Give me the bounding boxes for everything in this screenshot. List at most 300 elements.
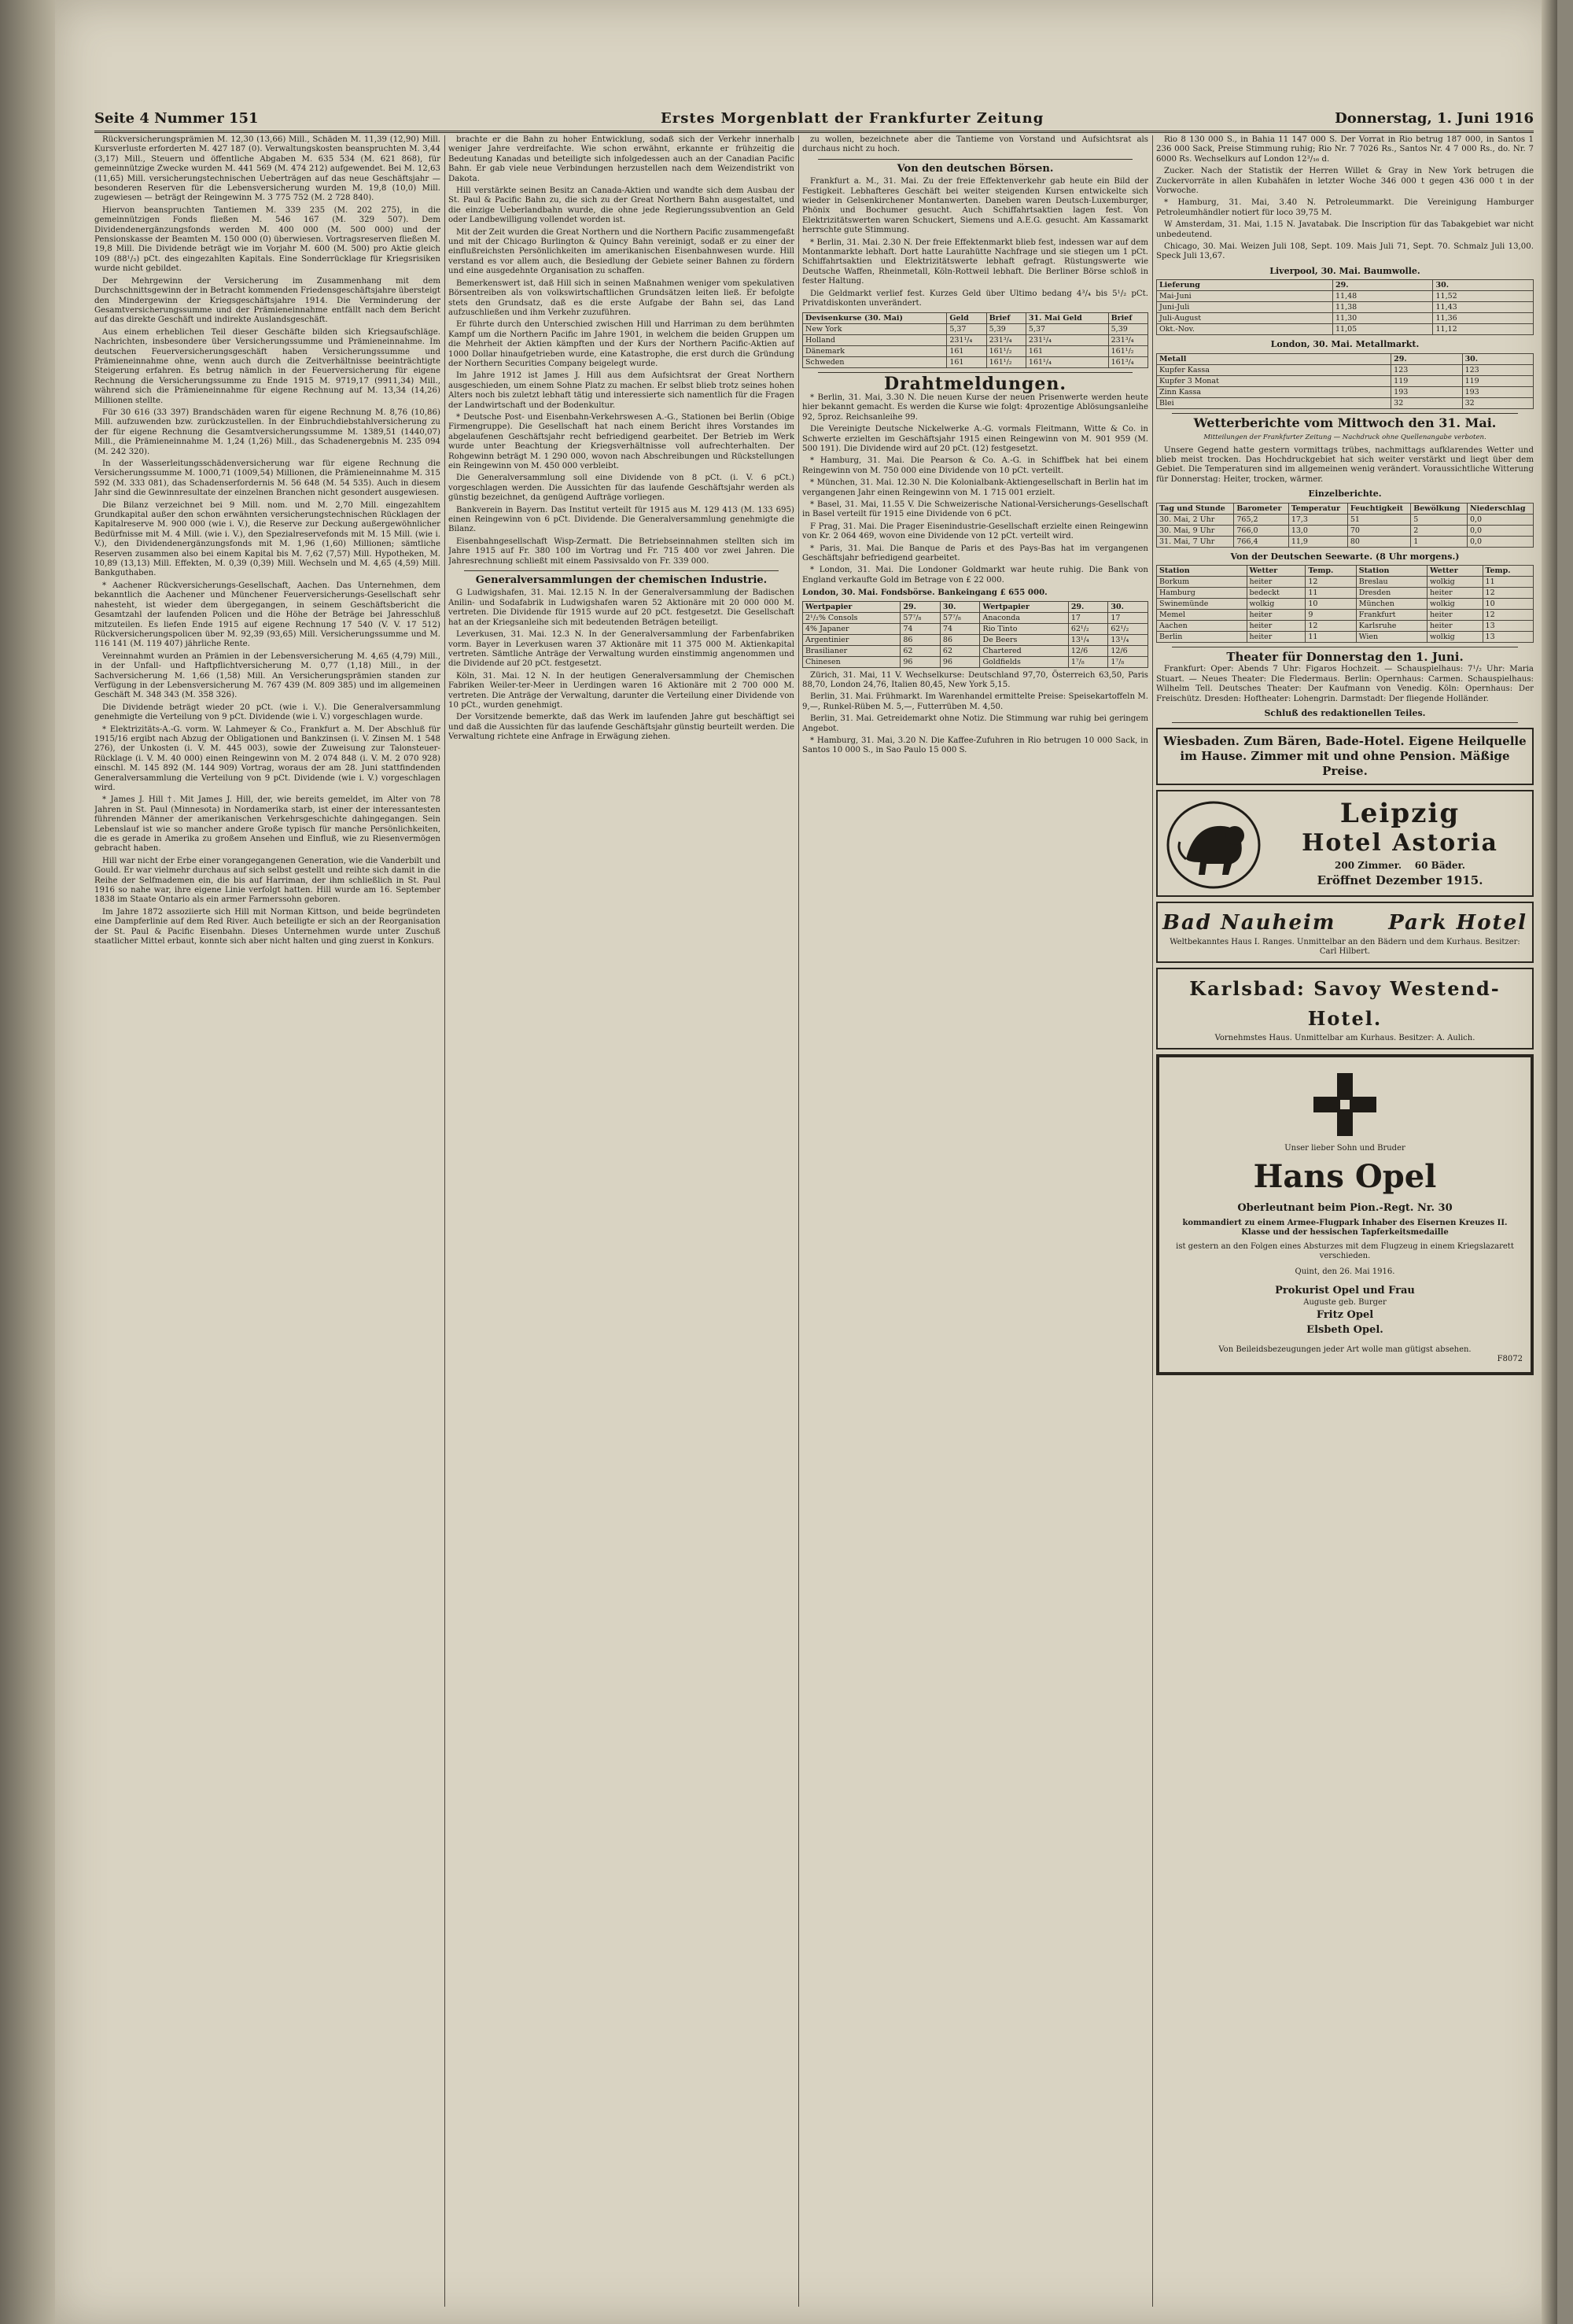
table-cell: 86 xyxy=(901,634,941,645)
obit-closing: Von Beileidsbezeugungen jeder Art wolle man gütigst absehen. xyxy=(1218,1345,1472,1355)
table-row xyxy=(803,612,1148,623)
ad-opened: Eröffnet Dezember 1915. xyxy=(1317,873,1483,888)
table-cell: 57⁷/₈ xyxy=(940,612,980,623)
table-cell: 32 xyxy=(1391,397,1462,408)
table-cell: heiter xyxy=(1247,631,1306,642)
article-paragraph: brachte er die Bahn zu hoher Entwicklung, sodaß sich der Verkehr innerhalb weniger Jahre verdreifachte. Wie schon erwähnt, erkannte er frühzeitig die Bedeutung Kanadas und beteiligte sich infolgedessen auch an der Canadian Pacific Bahn. Er gab viele neue Verbindungen herzustellen nach dem Weizendistrikt von Dakota. xyxy=(448,135,794,183)
table-cell: Wien xyxy=(1356,631,1427,642)
table-row xyxy=(1157,375,1534,386)
table-cell: Schweden xyxy=(803,356,947,367)
table-header-row xyxy=(803,312,1148,323)
obit-text: ist gestern an den Folgen eines Absturzes mit dem Flugzeug in einem Kriegslazarett verschieden. xyxy=(1176,1242,1514,1261)
table-header: Wetter xyxy=(1247,565,1306,576)
table-cell: 62¹/₂ xyxy=(1108,623,1148,634)
table-cell: Karlsruhe xyxy=(1356,620,1427,631)
table-header: Feuchtigkeit xyxy=(1347,503,1410,514)
table-cell: 51 xyxy=(1347,514,1410,525)
table-row xyxy=(803,656,1148,667)
ad-karlsbad-detail: Vornehmstes Haus. Unmittelbar am Kurhaus. Besitzer: A. Aulich. xyxy=(1214,1034,1475,1043)
article-paragraph: Vereinnahmt wurden an Prämien in der Lebensversicherung M. 4,65 (4,79) Mill., in der Unfall- und Haftpflichtversicherung M. 0,77 (1,18) Mill., in der Sachversicherung M. 1,66 (1,58) Mill. An Versicherungsprämien standen zur Verfügung in der Lebensversicherung M. 767 439 (M. 809 385) und im allgemeinen Geschäft M. 348 343 (M. 358 326). xyxy=(94,651,440,700)
table-cell: 62¹/₂ xyxy=(1068,623,1108,634)
table-cell: 13,0 xyxy=(1288,525,1347,536)
table-cell: wolkig xyxy=(1427,576,1483,587)
table-row xyxy=(803,334,1148,345)
table-cell: Juni-Juli xyxy=(1157,302,1333,313)
table-row xyxy=(803,323,1148,334)
page-number: Seite 4 Nummer 151 xyxy=(94,110,259,127)
table-cell: Blei xyxy=(1157,397,1391,408)
ad-baths: 60 Bäder. xyxy=(1414,860,1465,872)
article-paragraph: * Hamburg, 31. Mai, 3.20 N. Die Kaffee-Zufuhren in Rio betrugen 10 000 Sack, in Santos 10 000 S., in Sao Paulo 15 000 S. xyxy=(802,736,1148,755)
table-cell: 1⁷/₈ xyxy=(1108,656,1148,667)
table-cell: heiter xyxy=(1427,620,1483,631)
article-paragraph: * Berlin, 31. Mai. 2.30 N. Der freie Effektenmarkt blieb fest, indessen war auf dem Montanmarkte lebhaft. Dort hatte Laurahütte Nachfrage und sie stiegen um 1 pCt. Schiffahrtsaktien und Elektrizitätswerte lebhaft gefragt. Rüstungswerte wie Deutsche Waffen, Rheinmetall, Köln-Rottweil lebhaft. Die Berliner Börse schloß in fester Haltung. xyxy=(802,238,1148,286)
table-cell: Kupfer 3 Monat xyxy=(1157,375,1391,386)
weather-table xyxy=(1156,503,1534,548)
table-cell: 11,52 xyxy=(1433,291,1534,302)
table-cell: 5,37 xyxy=(1026,323,1108,334)
table-title: Von der Deutschen Seewarte. (8 Uhr morgens.) xyxy=(1230,551,1460,562)
exchange-rates-table xyxy=(802,312,1148,368)
section-heading: Wetterberichte vom Mittwoch den 31. Mai. xyxy=(1193,415,1497,430)
editorial-end-note: Schluß des redaktionellen Teiles. xyxy=(1264,707,1426,718)
table-row xyxy=(1157,291,1534,302)
article-paragraph: W Amsterdam, 31. Mai, 1.15 N. Javatabak. Die Inscription für das Tabakgebiet war nicht unbedeutend. xyxy=(1156,220,1534,239)
article-paragraph: Im Jahre 1912 ist James J. Hill aus dem Aufsichtsrat der Great Northern ausgeschieden, um einem Sohne Platz zu machen. Er selbst blieb trotz seines hohen Alters noch bis zuletzt lebhaft tätig und interessierte sich namentlich für die Fragen der Landwirtschaft und der Bodenkultur. xyxy=(448,371,794,410)
section-heading: Theater für Donnerstag den 1. Juni. xyxy=(1226,649,1464,664)
table-header: 29. xyxy=(1068,601,1108,612)
table-header-row xyxy=(1157,280,1534,291)
article-paragraph: Frankfurt a. M., 31. Mai. Zu der freie Effektenverkehr gab heute ein Bild der Festigkeit. Lebhafteres Geschäft bei weiter steigenden Kursen entwickelte sich wieder in Gelsenkirchener Montanwerten. Daneben waren Deutsch-Luxemburger, Phönix und Bochumer gesucht. Auch Schiffahrtsaktien lagen fest. Von Elektrizitätswerten waren Schuckert, Siemens und A.E.G. gesucht. Am Kassamarkt herrschte gute Stimmung. xyxy=(802,177,1148,235)
table-cell: Brasilianer xyxy=(803,645,901,656)
article-paragraph: Berlin, 31. Mai. Frühmarkt. Im Warenhandel ermittelte Preise: Speisekartoffeln M. 9,—, Runkel-Rüben M. 5,—, Futterrüben M. 4,50. xyxy=(802,692,1148,711)
table-cell: 13¹/₄ xyxy=(1108,634,1148,645)
table-cell: 13 xyxy=(1483,631,1533,642)
column-1 xyxy=(94,135,440,2307)
article-paragraph: Bemerkenswert ist, daß Hill sich in seinen Maßnahmen weniger vom spekulativen Börsentreiben als von volkswirtschaftlichen Grundsätzen leiten ließ. Er befolgte stets den Grundsatz, daß es die erste Aufgabe der Bahn sei, das Land aufzuschließen und ihm Verkehr zuzuführen. xyxy=(448,279,794,317)
table-header: Tag und Stunde xyxy=(1157,503,1234,514)
table-cell: 5,37 xyxy=(947,323,986,334)
table-header: Brief xyxy=(986,312,1026,323)
table-row xyxy=(803,634,1148,645)
table-cell: 5,39 xyxy=(1108,323,1148,334)
table-cell: 17 xyxy=(1068,612,1108,623)
table-cell: bedeckt xyxy=(1247,587,1306,598)
issue-date: Donnerstag, 1. Juni 1916 xyxy=(1335,110,1534,127)
table-cell: 12 xyxy=(1483,587,1533,598)
article-paragraph: * Hamburg, 31. Mai, 3.40 N. Petroleummarkt. Die Vereinigung Hamburger Petroleumhändler notiert für loco 39,75 M. xyxy=(1156,198,1534,217)
table-cell: 4% Japaner xyxy=(803,623,901,634)
table-cell: 119 xyxy=(1391,375,1462,386)
table-cell: 1 xyxy=(1411,536,1468,547)
table-row xyxy=(1157,313,1534,324)
article-paragraph: Zürich, 31. Mai, 11 V. Wechselkurse: Deutschland 97,70, Österreich 63,50, Paris 88,70, London 24,76, Italien 80,45, New York 5,15. xyxy=(802,670,1148,690)
table-cell: 80 xyxy=(1347,536,1410,547)
obit-name: Hans Opel xyxy=(1253,1158,1437,1196)
article-paragraph: Zucker. Nach der Statistik der Herren Willet & Gray in New York betrugen die Zuckervorräte in allen Kubahäfen in letzter Woche 346 000 t gegen 436 000 t in der Vorwoche. xyxy=(1156,167,1534,196)
article-paragraph: * München, 31. Mai. 12.30 N. Die Kolonialbank-Aktiengesellschaft in Berlin hat im vergangenen Jahr einen Reingewinn von M. 1 715 001 erzielt. xyxy=(802,478,1148,497)
table-header-row xyxy=(1157,565,1534,576)
column-rule xyxy=(444,135,445,2307)
article-paragraph: Er führte durch den Unterschied zwischen Hill und Harriman zu dem berühmten Kampf um die Northern Pacific im Jahre 1901, in welchem die beiden Gruppen um die Mehrheit der Aktien kämpften und der Kurs der Northern Pacific-Aktien auf 1000 Dollar hinaufgetrieben wurde, eine Katastrophe, die erst durch die Gründung der Northern Securities Company beigelegt wurde. xyxy=(448,320,794,368)
table-header-row xyxy=(803,601,1148,612)
article-paragraph: Die Vereinigte Deutsche Nickelwerke A.-G. vormals Fleitmann, Witte & Co. in Schwerte erzielten im Geschäftsjahr 1915 einen Reingewinn von M. 901 959 (M. 500 191). Die Dividende wird auf 20 pCt. (12) festgesetzt. xyxy=(802,425,1148,453)
article-paragraph: G Ludwigshafen, 31. Mai. 12.15 N. In der Generalversammlung der Badischen Anilin- und Sodafabrik in Ludwigshafen waren 52 Aktionäre mit 20 000 000 M. vertreten. Die Dividende für 1915 wurde auf 20 pCt. festgesetzt. Die Gesellschaft hat an der Kriegsanleihe sich mit bedeutenden Beträgen beteiligt. xyxy=(448,588,794,627)
article-paragraph: * Elektrizitäts-A.-G. vorm. W. Lahmeyer & Co., Frankfurt a. M. Der Abschluß für 1915/16 ergibt nach Abzug der Obligationen und Bankzinsen (i. V. Zinsen M. 1 548 276), der Unkosten (i. V. M. 445 003), sowie der Zuweisung zur Talonsteuer-Rücklage (i. V. M. 40 000) einen Reingewinn von M. 2 074 848 (i. V. M. 2 070 928) einschl. M. 145 892 (M. 144 909) Vortrag, woraus der am 28. Juni stattfindenden Generalversammlung die Verteilung von 9 pCt. Dividende (wie i. V.) vorgeschlagen wird. xyxy=(94,725,440,792)
table-cell: heiter xyxy=(1247,620,1306,631)
table-header: Barometer xyxy=(1234,503,1288,514)
column-3 xyxy=(802,135,1148,2307)
obit-signature: Elsbeth Opel. xyxy=(1306,1324,1383,1337)
article-paragraph: Köln, 31. Mai. 12 N. In der heutigen Generalversammlung der Chemischen Fabriken Weiler-ter-Meer in Uerdingen waren 16 Aktionäre mit 2 700 000 M. vertreten. Die Anträge der Verwaltung, darunter die Verteilung einer Dividende von 10 pCt., wurden genehmigt. xyxy=(448,671,794,710)
table-cell: 62 xyxy=(940,645,980,656)
article-paragraph: Chicago, 30. Mai. Weizen Juli 108, Sept. 109. Mais Juli 71, Sept. 70. Schmalz Juli 13,00. Speck Juli 13,67. xyxy=(1156,242,1534,261)
article-paragraph: * James J. Hill †. Mit James J. Hill, der, wie bereits gemeldet, im Alter von 78 Jahren in St. Paul (Minnesota) in Nordamerika starb, ist einer der interessantesten führenden Männer der amerikanischen Verkehrsgeschichte dahingegangen. Sein Lebenslauf ist wie so mancher andere Große typisch für manche Persönlichkeiten, die es gerade in Amerika zu großem Ansehen und Einfluß, wie zu Riesenvermögen gebracht haben. xyxy=(94,795,440,854)
table-cell: 11 xyxy=(1483,576,1533,587)
table-header: Wetter xyxy=(1427,565,1483,576)
ad-code: F8072 xyxy=(1497,1355,1523,1364)
table-cell: 57⁷/₈ xyxy=(901,612,941,623)
article-paragraph: Mit der Zeit wurden die Great Northern und die Northern Pacific zusammengefaßt und mit der Chicago Burlington & Quincy Bahn vereinigt, sodaß er zu einer der einflußreichsten Persönlichkeiten im amerikanischen Eisenbahnwesen wurde. Hill verstand es vor allem auch, die Besiedlung der Gebiete seiner Bahnen zu fördern und eine ausgedehnte Organisation zu schaffen. xyxy=(448,227,794,276)
article-paragraph: Frankfurt: Oper: Abends 7 Uhr: Figaros Hochzeit. — Schauspielhaus: 7¹/₂ Uhr: Maria Stuart. — Neues Theater: Die Fledermaus. Berlin: Opernhaus: Carmen. Schauspielhaus: Wilhelm Tell. Deutsches Theater: Der Kaufmann von Venedig. Köln: Opernhaus: Der Freischütz. Dresden: Hoftheater: Lohengrin. Darmstadt: Der fliegende Holländer. xyxy=(1156,665,1534,703)
table-cell: 10 xyxy=(1483,598,1533,609)
london-stock-table xyxy=(802,601,1148,668)
table-row xyxy=(1157,324,1534,335)
column-2 xyxy=(448,135,794,2307)
table-cell: 30. Mai, 9 Uhr xyxy=(1157,525,1234,536)
table-cell: 161¹/₂ xyxy=(1108,345,1148,356)
article-paragraph: Hiervon beanspruchten Tantiemen M. 339 235 (M. 202 275), in die gemeinnützigen Fonds fließen M. 546 167 (M. 329 507). Dem Dividendenergänzungsfonds werden M. 400 000 (M. 500 000) und der Pensionskasse der Beamten M. 150 000 (0) überwiesen. Vortragsreserven fließen M. 19,8 Mill. Die Dividende beträgt wie im Vorjahr M. 600 (M. 500) pro Aktie gleich 109 (88¹/₃) pCt. des eingezahlten Kapitals. Eine Sonderrücklage für Kriegsrisiken wurde nicht gebildet. xyxy=(94,205,440,274)
table-cell: 11 xyxy=(1306,587,1356,598)
ad-rooms: 200 Zimmer. xyxy=(1335,860,1402,872)
table-cell: Frankfurt xyxy=(1356,609,1427,620)
table-cell: Memel xyxy=(1157,609,1247,620)
table-header: Lieferung xyxy=(1157,280,1333,291)
table-cell: 0,0 xyxy=(1467,525,1533,536)
table-cell: 193 xyxy=(1391,386,1462,397)
table-header: Wertpapier xyxy=(980,601,1068,612)
seewarte-table xyxy=(1156,565,1534,643)
table-cell: 5,39 xyxy=(986,323,1026,334)
section-divider xyxy=(818,159,1133,160)
table-cell: Chinesen xyxy=(803,656,901,667)
article-paragraph: Bankverein in Bayern. Das Institut verteilt für 1915 aus M. 129 413 (M. 133 695) einen Reingewinn von 6 pCt. Dividende. Die Generalversammlung genehmigte die Bilanz. xyxy=(448,505,794,534)
ad-nauheim-right: Park Hotel xyxy=(1388,911,1527,935)
table-cell: 0,0 xyxy=(1467,514,1533,525)
table-cell: 86 xyxy=(940,634,980,645)
table-row xyxy=(1157,514,1534,525)
table-cell: heiter xyxy=(1427,609,1483,620)
table-cell: Aachen xyxy=(1157,620,1247,631)
newspaper-page xyxy=(55,0,1557,2324)
ad-nauheim-left: Bad Nauheim xyxy=(1162,911,1336,935)
table-title: Einzelberichte. xyxy=(1308,489,1382,500)
table-header: 29. xyxy=(1391,353,1462,364)
table-row xyxy=(1157,598,1534,609)
section-heading: Generalversammlungen der chemischen Industrie. xyxy=(475,574,768,587)
table-cell: 11 xyxy=(1306,631,1356,642)
table-cell: 96 xyxy=(901,656,941,667)
section-subheading: Mitteilungen der Frankfurter Zeitung — Nachdruck ohne Quellenangabe verboten. xyxy=(1203,433,1486,442)
table-header: 29. xyxy=(901,601,941,612)
article-paragraph: * Paris, 31. Mai. Die Banque de Paris et des Pays-Bas hat im vergangenen Geschäftsjahr befriedigend gearbeitet. xyxy=(802,544,1148,563)
ad-bad-nauheim xyxy=(1156,902,1534,963)
table-header-row xyxy=(1157,503,1534,514)
table-cell: Argentinier xyxy=(803,634,901,645)
table-cell: 161³/₄ xyxy=(1108,356,1148,367)
article-paragraph: Aus einem erheblichen Teil dieser Geschäfte bilden sich Kriegsaufschläge. Nachrichten, insbesondere über Versicherungssumme und Prämieneinnahme. Im deutschen Feuerversicherungsgeschäft haben Versicherungssumme und Prämieneinnahme ohne, wenn auch durch die Zeitverhältnisse beeinträchtigte Steigerung erfahren. Es betrug nämlich in der Feuerversicherung für eigene Rechnung die Versicherungssumme zu Ende 1915 M. 9719,17 (9911,34) Mill., während sich die Prämieneinnahme für eigene Rechnung auf M. 13,34 (14,26) Millionen stellte. xyxy=(94,327,440,405)
table-cell: 12/6 xyxy=(1068,645,1108,656)
table-cell: heiter xyxy=(1247,576,1306,587)
table-row xyxy=(1157,587,1534,598)
table-row xyxy=(1157,302,1534,313)
table-header-row xyxy=(1157,353,1534,364)
article-paragraph: Hill war nicht der Erbe einer vorangegangenen Generation, wie die Vanderbilt und Gould. Er war vielmehr durchaus auf sich selbst gestellt und reihte sich damit in die Reihe der Selfmademen ein, die bis auf Harriman, der ihm schließlich in St. Paul 1916 so nahe war, ihre eigene Linie verfolgt hatten. Hill wurde am 16. September 1838 im Staate Ontario als ein armer Farmerssohn geboren. xyxy=(94,856,440,905)
obit-detail: kommandiert zu einem Armee-Flugpark Inhaber des Eisernen Kreuzes II. Klasse und der hessischen Tapferkeitsmedaille xyxy=(1182,1219,1508,1238)
ad-city: Leipzig xyxy=(1339,798,1461,830)
table-header: 29. xyxy=(1333,280,1433,291)
article-paragraph: F Prag, 31. Mai. Die Prager Eisenindustrie-Gesellschaft erzielte einen Reingewinn von Kr. 2 064 469, wovon eine Dividende von 12 pCt. verteilt wird. xyxy=(802,522,1148,541)
article-paragraph: Berlin, 31. Mai. Getreidemarkt ohne Notiz. Die Stimmung war ruhig bei geringem Angebot. xyxy=(802,714,1148,733)
table-cell: 12 xyxy=(1306,620,1356,631)
section-divider xyxy=(818,372,1133,373)
table-row xyxy=(1157,364,1534,375)
table-cell: Berlin xyxy=(1157,631,1247,642)
table-cell: 11,05 xyxy=(1333,324,1433,335)
table-cell: wolkig xyxy=(1427,598,1483,609)
table-cell: 765,2 xyxy=(1234,514,1288,525)
table-cell: Holland xyxy=(803,334,947,345)
table-cell: 62 xyxy=(901,645,941,656)
table-cell: 11,48 xyxy=(1333,291,1433,302)
section-divider xyxy=(1172,413,1518,414)
table-row xyxy=(1157,536,1534,547)
table-header: 30. xyxy=(1433,280,1534,291)
table-cell: 96 xyxy=(940,656,980,667)
binding-spine xyxy=(0,0,55,2324)
table-header: 30. xyxy=(1108,601,1148,612)
table-cell: 13¹/₄ xyxy=(1068,634,1108,645)
article-paragraph: Unsere Gegend hatte gestern vormittags trübes, nachmittags aufklarendes Wetter und blieb meist trocken. Das Hochdruckgebiet hat sich weiter verstärkt und liegt über dem Gebiet. Die Temperaturen sind im allgemeinen wenig verändert. Voraussichtliche Witterung für Donnerstag: Heiter, trocken, wärmer. xyxy=(1156,445,1534,484)
article-paragraph: zu wollen, bezeichnete aber die Tantieme von Vorstand und Aufsichtsrat als durchaus nicht zu hoch. xyxy=(802,135,1148,154)
article-paragraph: * London, 31. Mai. Die Londoner Goldmarkt war heute ruhig. Die Bank von England verkaufte Gold im Betrage von £ 22 000. xyxy=(802,566,1148,585)
table-cell: Zinn Kassa xyxy=(1157,386,1391,397)
table-cell: 74 xyxy=(901,623,941,634)
table-row xyxy=(1157,576,1534,587)
column-rule xyxy=(798,135,799,2307)
table-cell: wolkig xyxy=(1247,598,1306,609)
ad-leipzig-hotel-astoria xyxy=(1156,790,1534,897)
table-cell: 161¹/₂ xyxy=(986,345,1026,356)
table-cell: 0,0 xyxy=(1467,536,1533,547)
table-header: Station xyxy=(1157,565,1247,576)
article-paragraph: Die Generalversammlung soll eine Dividende von 8 pCt. (i. V. 6 pCt.) vorgeschlagen werden. Die Aussichten für das laufende Geschäftsjahr werden als günstig bezeichnet, da genügend Aufträge vorliegen. xyxy=(448,474,794,503)
table-header: Temp. xyxy=(1483,565,1533,576)
table-row xyxy=(1157,397,1534,408)
cotton-table xyxy=(1156,279,1534,335)
ad-nauheim-detail: Weltbekanntes Haus I. Ranges. Unmittelbar an den Bädern und dem Kurhaus. Besitzer: Carl Hilbert. xyxy=(1170,938,1520,957)
article-paragraph: Im Jahre 1872 assoziierte sich Hill mit Norman Kittson, und beide begründeten eine Dampferlinie auf dem Red River. Auch beteiligte er sich an der Reorganisation der St. Paul & Pacific Eisenbahn. Dieses Unternehmen wurde unter Zuschuß staatlicher Mittel erbaut, konnte sich aber nicht halten und ging zuerst in Konkurs. xyxy=(94,907,440,946)
table-cell: 5 xyxy=(1411,514,1468,525)
table-cell: 161 xyxy=(947,356,986,367)
table-cell: 11,43 xyxy=(1433,302,1534,313)
obituary-notice xyxy=(1156,1054,1534,1375)
table-cell: 17 xyxy=(1108,612,1148,623)
table-cell: Swinemünde xyxy=(1157,598,1247,609)
table-row xyxy=(803,645,1148,656)
lion-emblem-icon xyxy=(1162,796,1265,891)
table-header: 30. xyxy=(1462,353,1533,364)
table-cell: 766,4 xyxy=(1234,536,1288,547)
table-row xyxy=(1157,525,1534,536)
table-cell: 70 xyxy=(1347,525,1410,536)
table-header: Geld xyxy=(947,312,986,323)
table-cell: 231³/₄ xyxy=(986,334,1026,345)
table-row xyxy=(803,623,1148,634)
table-cell: 11,30 xyxy=(1333,313,1433,324)
table-cell: wolkig xyxy=(1427,631,1483,642)
article-paragraph: Der Vorsitzende bemerkte, daß das Werk im laufenden Jahre gut beschäftigt sei und daß die Aussichten für das laufende Geschäftsjahr günstig beurteilt werden. Die Verwaltung richtete eine Anfrage in Erwägung ziehen. xyxy=(448,713,794,742)
table-cell: De Beers xyxy=(980,634,1068,645)
obit-signature: Fritz Opel xyxy=(1316,1309,1374,1322)
table-cell: 31. Mai, 7 Uhr xyxy=(1157,536,1234,547)
section-heading: Drahtmeldungen. xyxy=(883,373,1067,394)
article-paragraph: Die Bilanz verzeichnet bei 9 Mill. nom. und M. 2,70 Mill. eingezahltem Grundkapital außer den schon erwähnten versicherungstechnischen Rücklagen der Kapitalreserve M. 900 000 (wie i. V.), die Reserve zur Deckung außergewöhnlicher Bedürfnisse mit M. 4 Mill. (wie i. V.), den Spezialreservefonds mit M. 15 Mill. (wie i. V.), den Dividendenergänzungsfonds mit M. 1,96 (1,60) Millionen; sämtliche Reserven zusammen also bei einem Kapital bis M. 7,62 (7,57) Mill. Hypotheken, M. 10,89 (13,13) Mill. Effekten, M. 0,39 (0,39) Mill. Wechseln und M. 4,65 (4,59) Mill. Bankguthaben. xyxy=(94,500,440,578)
table-cell: 11,12 xyxy=(1433,324,1534,335)
table-cell: Hamburg xyxy=(1157,587,1247,598)
newspaper-title: Erstes Morgenblatt der Frankfurter Zeitung xyxy=(661,110,1044,127)
table-cell: Goldfields xyxy=(980,656,1068,667)
section-divider xyxy=(464,570,779,571)
table-cell: Anaconda xyxy=(980,612,1068,623)
ad-wiesbaden xyxy=(1156,728,1534,785)
table-cell: 2¹/₂% Consols xyxy=(803,612,901,623)
table-cell: Okt.-Nov. xyxy=(1157,324,1333,335)
article-paragraph: * Basel, 31. Mai, 11.55 V. Die Schweizerische National-Versicherungs-Gesellschaft in Basel verteilt für 1915 eine Dividende von 6 pCt. xyxy=(802,500,1148,519)
obit-place-date: Quint, den 26. Mai 1916. xyxy=(1295,1267,1395,1277)
table-cell: Mai-Juni xyxy=(1157,291,1333,302)
obit-rank: Oberleutnant beim Pion.-Regt. Nr. 30 xyxy=(1237,1202,1453,1215)
table-cell: 12/6 xyxy=(1108,645,1148,656)
table-cell: 9 xyxy=(1306,609,1356,620)
article-paragraph: Rückversicherungsprämien M. 12,30 (13,66) Mill., Schäden M. 11,39 (12,90) Mill. Kursverluste erforderten M. 427 187 (0). Verwaltungskosten beanspruchten M. 3,44 (3,17) Mill., Steuern und öffentliche Abgaben M. 635 534 (M. 621 868), für gemeinnützige Zwecke wurden M. 441 569 (M. 474 212) aufgewendet. Bei M. 12,63 (11,65) Mill. versicherungstechnischen Ueberträgen auf das neue Geschäftsjahr — besonderen Reserven für die Lebensversicherung wurden M. 19,8 (10,0) Mill. zugewiesen — beträgt der Reingewinn M. 3 775 752 (M. 2 728 840). xyxy=(94,135,440,203)
table-cell: Juli-August xyxy=(1157,313,1333,324)
article-paragraph: Eisenbahngesellschaft Wisp-Zermatt. Die Betriebseinnahmen stellten sich im Jahre 1915 auf Fr. 380 100 im Vortrag und Fr. 715 400 vor zwei Jahren. Die Jahresrechnung schließt mit einem Passivsaldo von Fr. 339 000. xyxy=(448,537,794,566)
table-cell: 119 xyxy=(1462,375,1533,386)
ad-text: Wiesbaden. Zum Bären, Bade-Hotel. Eigene Heilquelle im Hause. Zimmer mit und ohne Pension. Mäßige Preise. xyxy=(1163,734,1527,779)
table-cell: 161¹/₄ xyxy=(1026,356,1108,367)
table-cell: 32 xyxy=(1462,397,1533,408)
table-cell: 12 xyxy=(1483,609,1533,620)
article-paragraph: Hill verstärkte seinen Besitz an Canada-Aktien und wandte sich dem Ausbau der St. Paul & Pacific Bahn zu, die sich zu der Great Northern Bahn ausgestaltet, und die einzige Ueberlandbahn wurde, die ohne jede Regierungssubvention an Geld oder Landbewilligung vollendet worden ist. xyxy=(448,186,794,225)
ad-karlsbad xyxy=(1156,968,1534,1049)
table-cell: 13 xyxy=(1483,620,1533,631)
table-cell: 123 xyxy=(1391,364,1462,375)
table-cell: heiter xyxy=(1247,609,1306,620)
obit-signature: Prokurist Opel und Frau xyxy=(1275,1285,1415,1297)
table-title: London, 30. Mai. Metallmarkt. xyxy=(1270,339,1420,350)
article-paragraph: * Berlin, 31. Mai, 3.30 N. Die neuen Kurse der neuen Prisenwerte werden heute hier bekannt gemacht. Es werden die Kurse wie folgt: 4prozentige Ablösungsanleihe 92, 5proz. Reichsanleihe 99. xyxy=(802,393,1148,422)
section-divider xyxy=(1172,722,1518,723)
section-heading: Von den deutschen Börsen. xyxy=(897,162,1054,175)
table-cell: Rio Tinto xyxy=(980,623,1068,634)
table-cell: 231¹/₄ xyxy=(947,334,986,345)
table-cell: 11,38 xyxy=(1333,302,1433,313)
table-header: 31. Mai Geld xyxy=(1026,312,1108,323)
table-header: Wertpapier xyxy=(803,601,901,612)
table-header: Niederschlag xyxy=(1467,503,1533,514)
table-header: Station xyxy=(1356,565,1427,576)
table-row xyxy=(1157,620,1534,631)
masthead xyxy=(94,110,1534,133)
table-header: Devisenkurse (30. Mai) xyxy=(803,312,947,323)
article-paragraph: Der Mehrgewinn der Versicherung im Zusammenhang mit dem Durchschnittsgewinn der in Betracht kommenden Friedensgeschäftsjahre übersteigt den Mindergewinn der Kriegsgeschäftsjahre 1914. Die Verminderung der Gesamtversicherungssumme und der Prämieneinnahme entfällt nach dem Bericht auf das direkte Geschäft und indirekte Auslandsgeschäft. xyxy=(94,276,440,325)
table-cell: 11,36 xyxy=(1433,313,1534,324)
ad-karlsbad-title: Karlsbad: Savoy Westend-Hotel. xyxy=(1189,977,1501,1031)
table-cell: New York xyxy=(803,323,947,334)
table-cell: Chartered xyxy=(980,645,1068,656)
obit-signature: Auguste geb. Burger xyxy=(1303,1298,1387,1308)
table-header: Bewölkung xyxy=(1411,503,1468,514)
table-cell: 74 xyxy=(940,623,980,634)
table-cell: Kupfer Kassa xyxy=(1157,364,1391,375)
article-paragraph: Die Dividende beträgt wieder 20 pCt. (wie i. V.). Die Generalversammlung genehmigte die Verteilung von 9 pCt. Dividende (wie i. V.) vorgeschlagen wurde. xyxy=(94,703,440,722)
obit-intro: Unser lieber Sohn und Bruder xyxy=(1284,1144,1405,1153)
table-cell: München xyxy=(1356,598,1427,609)
iron-cross-icon xyxy=(1313,1073,1376,1136)
table-cell: Breslau xyxy=(1356,576,1427,587)
table-header: Temperatur xyxy=(1288,503,1347,514)
article-paragraph: Leverkusen, 31. Mai. 12.3 N. In der Generalversammlung der Farbenfabriken vorm. Bayer in Leverkusen waren 37 Aktionäre mit 11 375 000 M. Aktienkapital vertreten. Sämtliche Anträge der Verwaltung wurden einstimmig angenommen und die Dividende auf 20 pCt. festgesetzt. xyxy=(448,630,794,669)
table-cell: 231¹/₄ xyxy=(1026,334,1108,345)
article-paragraph: Rio 8 130 000 S., in Bahia 11 147 000 S. Der Vorrat in Rio betrug 187 000, in Santos 1 236 000 Sack, Preise Stimmung ruhig; Rio Nr. 7 7026 Rs., Santos Nr. 4 7 000 Rs., do. Nr. 7 6000 Rs. Wechselkurs auf London 12³/₁₆ d. xyxy=(1156,135,1534,164)
column-rule xyxy=(1152,135,1153,2307)
table-row xyxy=(1157,631,1534,642)
table-title: Liverpool, 30. Mai. Baumwolle. xyxy=(1269,265,1420,276)
table-cell: 161 xyxy=(947,345,986,356)
table-cell: 11,9 xyxy=(1288,536,1347,547)
column-4 xyxy=(1156,135,1534,2307)
table-row xyxy=(803,345,1148,356)
table-cell: heiter xyxy=(1427,587,1483,598)
table-cell: 17,3 xyxy=(1288,514,1347,525)
ad-hotel-name: Hotel Astoria xyxy=(1302,829,1498,858)
table-header: Brief xyxy=(1108,312,1148,323)
table-row xyxy=(1157,609,1534,620)
table-cell: 161 xyxy=(1026,345,1108,356)
table-cell: 161¹/₂ xyxy=(986,356,1026,367)
table-title: London, 30. Mai. Fondsbörse. Bankeingang £ 655 000. xyxy=(802,588,1048,598)
metal-table xyxy=(1156,353,1534,409)
article-paragraph: * Hamburg, 31. Mai. Die Pearson & Co. A.-G. in Schiffbek hat bei einem Reingewinn von M. 750 000 eine Dividende von 10 pCt. verteilt. xyxy=(802,456,1148,475)
article-paragraph: * Aachener Rückversicherungs-Gesellschaft, Aachen. Das Unternehmen, dem bekanntlich die Aachener und Münchener Feuerversicherungs-Gesellschaft sehr nahesteht, ist wieder dem übergegangen, in seinem Geschäftsbericht die Gesamtzahl der laufenden Policen und die Höhe der Beträge bei Jahresschluß mitzuteilen. Es liefen Ende 1915 auf eigene Rechnung 17 540 (V. V. 17 512) Rückversicherungspolicen über M. 92,39 (93,65) Mill. Versicherungssumme und M. 116 141 (M. 119 407) jährliche Rente. xyxy=(94,581,440,649)
table-cell: 30. Mai, 2 Uhr xyxy=(1157,514,1234,525)
table-row xyxy=(1157,386,1534,397)
table-header: 30. xyxy=(940,601,980,612)
table-header: Temp. xyxy=(1306,565,1356,576)
table-cell: 766,0 xyxy=(1234,525,1288,536)
article-paragraph: Die Geldmarkt verlief fest. Kurzes Geld über Ultimo bedang 4³/₄ bis 5¹/₂ pCt. Privatdiskonten unverändert. xyxy=(802,289,1148,308)
table-cell: 193 xyxy=(1462,386,1533,397)
table-cell: 2 xyxy=(1411,525,1468,536)
table-cell: 123 xyxy=(1462,364,1533,375)
table-cell: 12 xyxy=(1306,576,1356,587)
table-header: Metall xyxy=(1157,353,1391,364)
table-cell: Dresden xyxy=(1356,587,1427,598)
table-row xyxy=(803,356,1148,367)
table-cell: 1⁷/₈ xyxy=(1068,656,1108,667)
article-paragraph: Für 30 616 (33 397) Brandschäden waren für eigene Rechnung M. 8,76 (10,86) Mill. aufzuwenden bzw. zurückzustellen. In der Einbruchdiebstahlversicherung zu der für eigene Rechnung die Gesamtversicherungssumme M. 1389,51 (1440,07) Mill., die Prämieneinnahme M. 1,24 (1,26) Mill., das Schadenergebnis M. 235 094 (M. 242 320). xyxy=(94,408,440,456)
